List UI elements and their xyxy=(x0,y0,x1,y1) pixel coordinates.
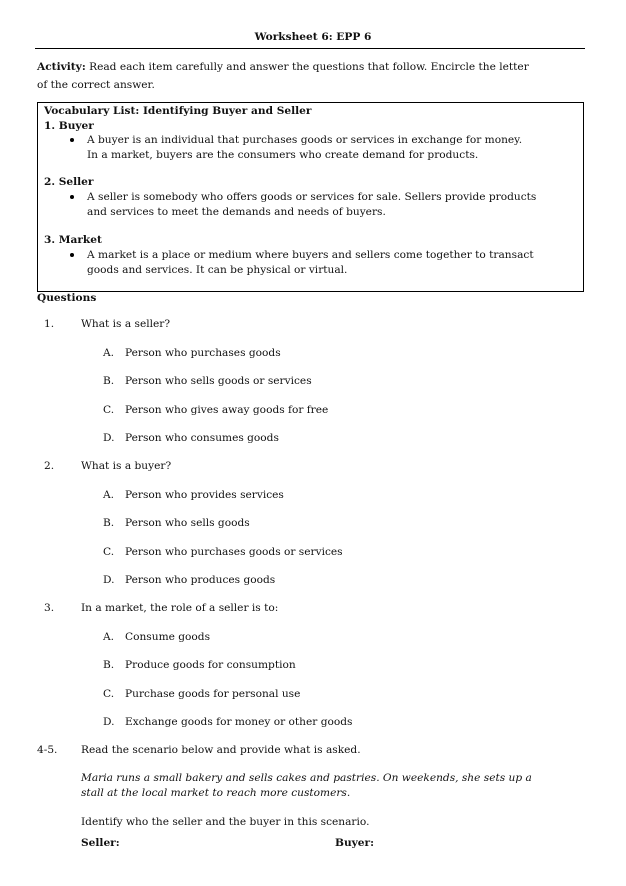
buyer-definition-1: A buyer is an individual that purchases goods or services in exchange for money. xyxy=(87,134,523,146)
option-text: Person who purchases goods xyxy=(125,347,281,359)
question-text: In a market, the role of a seller is to: xyxy=(81,602,279,614)
question-text: What is a seller? xyxy=(81,318,171,330)
option-letter: B. xyxy=(103,375,115,388)
questions-heading: Questions xyxy=(37,292,97,304)
worksheet-title: Worksheet 6: EPP 6 xyxy=(254,31,372,43)
scenario-instruction: Identify who the seller and the buyer in this scenario. xyxy=(81,816,370,828)
scenario-story-2: stall at the local market to reach more customers. xyxy=(81,787,351,799)
question-number: 3. xyxy=(44,602,55,614)
option-letter: A. xyxy=(103,489,115,501)
seller-definition-1: A seller is somebody who offers goods or services for sale. Sellers provide products xyxy=(87,191,537,203)
option-text: Person who provides services xyxy=(125,489,284,501)
option-letter: B. xyxy=(103,517,115,530)
scenario-story-1: Maria runs a small bakery and sells cakes and pastries. On weekends, she sets up a xyxy=(81,772,532,784)
option-text: Person who consumes goods xyxy=(125,432,279,445)
term-buyer: 1. Buyer xyxy=(44,120,94,132)
scenario-prompt: Read the scenario below and provide what is asked. xyxy=(81,744,361,756)
option-letter: D. xyxy=(103,432,115,445)
option-text: Person who sells goods xyxy=(125,517,250,530)
option-text: Person who sells goods or services xyxy=(125,375,312,388)
title-divider xyxy=(35,48,585,49)
term-market: 3. Market xyxy=(44,234,102,246)
option-letter: C. xyxy=(103,687,115,700)
option-text: Produce goods for consumption xyxy=(125,659,296,672)
vocabulary-heading: Vocabulary List: Identifying Buyer and Seller xyxy=(44,105,312,117)
activity-line-2: of the correct answer. xyxy=(37,79,155,91)
option-text: Person who gives away goods for free xyxy=(125,403,329,416)
option-letter: A. xyxy=(103,347,115,359)
seller-answer-label: Seller: xyxy=(81,837,120,849)
question-text: What is a buyer? xyxy=(81,460,172,472)
bullet-icon xyxy=(70,195,74,199)
option-letter: C. xyxy=(103,545,115,558)
buyer-definition-2: In a market, buyers are the consumers who create demand for products. xyxy=(87,149,479,161)
option-letter: D. xyxy=(103,574,115,587)
seller-definition-2: and services to meet the demands and needs of buyers. xyxy=(87,206,386,218)
option-letter: A. xyxy=(103,631,115,643)
activity-instructions xyxy=(37,60,529,74)
question-number: 1. xyxy=(44,318,55,330)
option-letter: C. xyxy=(103,403,115,416)
market-definition-1: A market is a place or medium where buyers and sellers come together to transact xyxy=(87,249,534,261)
question-number: 2. xyxy=(44,460,55,472)
option-text: Consume goods xyxy=(125,631,211,643)
bullet-icon xyxy=(70,138,74,142)
activity-label: Activity: xyxy=(37,61,86,73)
bullet-icon xyxy=(70,253,74,257)
option-text: Purchase goods for personal use xyxy=(125,687,301,700)
option-letter: B. xyxy=(103,659,115,672)
option-letter: D. xyxy=(103,716,115,729)
option-text: Person who purchases goods or services xyxy=(125,545,343,558)
activity-line-1: Read each item carefully and answer the questions that follow. Encircle the letter xyxy=(89,61,529,73)
term-seller: 2. Seller xyxy=(44,176,94,188)
question-number: 4-5. xyxy=(37,744,58,756)
buyer-answer-label: Buyer: xyxy=(335,837,375,849)
market-definition-2: goods and services. It can be physical or virtual. xyxy=(87,264,348,276)
option-text: Exchange goods for money or other goods xyxy=(125,716,353,729)
option-text: Person who produces goods xyxy=(125,574,276,587)
